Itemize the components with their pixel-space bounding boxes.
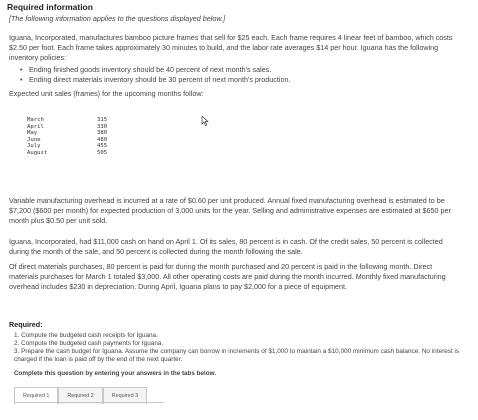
month-cell: April xyxy=(27,123,44,130)
cash-paragraph: Iguana, Incorporated, had $11,000 cash on hand on April 1. Of its sales, 80 percent is in cash. Of the credit sales, 50 percent is collected during the month of the sale, and 50 percent is collected during the month following the sale. xyxy=(9,237,443,256)
tab-required-1[interactable]: Required 1 xyxy=(14,387,58,404)
month-cell: March xyxy=(27,117,44,123)
expected-sales-table xyxy=(27,117,127,157)
month-cell: June xyxy=(27,136,41,143)
policy-list xyxy=(20,65,290,85)
table-row xyxy=(27,150,127,157)
policy-item: • Ending finished goods inventory should be 40 percent of next month's sales. xyxy=(20,65,290,75)
month-cell: May xyxy=(27,130,38,137)
purchases-paragraph: Of direct materials purchases, 80 percent is paid for during the month purchased and 20 percent is paid in the following month. Direct materials purchases for March 1 totaled $3,000. All other operating costs are paid during the month incurred. Monthly fixed manufacturing overhead includes $230 in depreciation. During April, Iguana plans to pay $2,000 for a piece of equipment. xyxy=(9,262,446,291)
instruction-text: Complete this question by entering your answers in the tabs below. xyxy=(14,370,216,377)
units-cell: 315 xyxy=(97,117,108,123)
units-cell: 380 xyxy=(97,130,108,137)
table-row xyxy=(27,130,127,137)
required-item: 3. Prepare the cash budget for Iguana. Assume the company can borrow in increments of $1,000 to maintain a $10,000 minimum cash balance. No interest is charged if the loan is paid off by the end of the next quarter. xyxy=(14,348,460,363)
required-heading: Required: xyxy=(9,320,43,329)
tab-divider xyxy=(14,402,164,403)
mouse-cursor-icon xyxy=(201,116,209,126)
tab-required-2[interactable]: Required 2 xyxy=(58,387,102,404)
table-row xyxy=(27,117,127,124)
required-item: 2. Compute the budgeted cash payments for Iguana. xyxy=(14,340,164,347)
required-list xyxy=(14,332,474,364)
month-cell: August xyxy=(27,149,48,156)
policy-item: • Ending direct materials inventory should be 30 percent of next month's production. xyxy=(20,75,290,85)
table-row xyxy=(27,124,127,131)
expected-sales-label: Expected unit sales (frames) for the upcoming months follow: xyxy=(9,89,204,98)
units-cell: 480 xyxy=(97,136,108,143)
table-row xyxy=(27,137,127,144)
units-cell: 455 xyxy=(97,143,108,150)
units-cell: 330 xyxy=(97,123,108,130)
tab-required-3[interactable]: Required 3 xyxy=(103,387,147,404)
units-cell: 505 xyxy=(97,149,108,156)
page-title: Required information xyxy=(7,2,93,12)
month-cell: July xyxy=(27,143,41,150)
info-note: [The following information applies to the questions displayed below.] xyxy=(9,14,226,23)
overhead-paragraph: Variable manufacturing overhead is incurred at a rate of $0.60 per unit produced. Annual fixed manufacturing overhead is estimated to be $7,200 ($600 per month) for expected production of 3,000 units for the year. Selling and administrative expenses are estimated at $650 per month plus $0.50 per unit sold. xyxy=(9,196,451,225)
table-row xyxy=(27,143,127,150)
intro-paragraph: Iguana, Incorporated, manufactures bamboo picture frames that sell for $25 each. Each frame requires 4 linear feet of bamboo, which costs $2.50 per foot. Each frame takes approximately 30 minutes to build, and the labor rate averages $14 per hour. Iguana has the following inventory policies: xyxy=(9,33,453,62)
required-item: 1. Compute the budgeted cash receipts for Iguana. xyxy=(14,332,158,339)
